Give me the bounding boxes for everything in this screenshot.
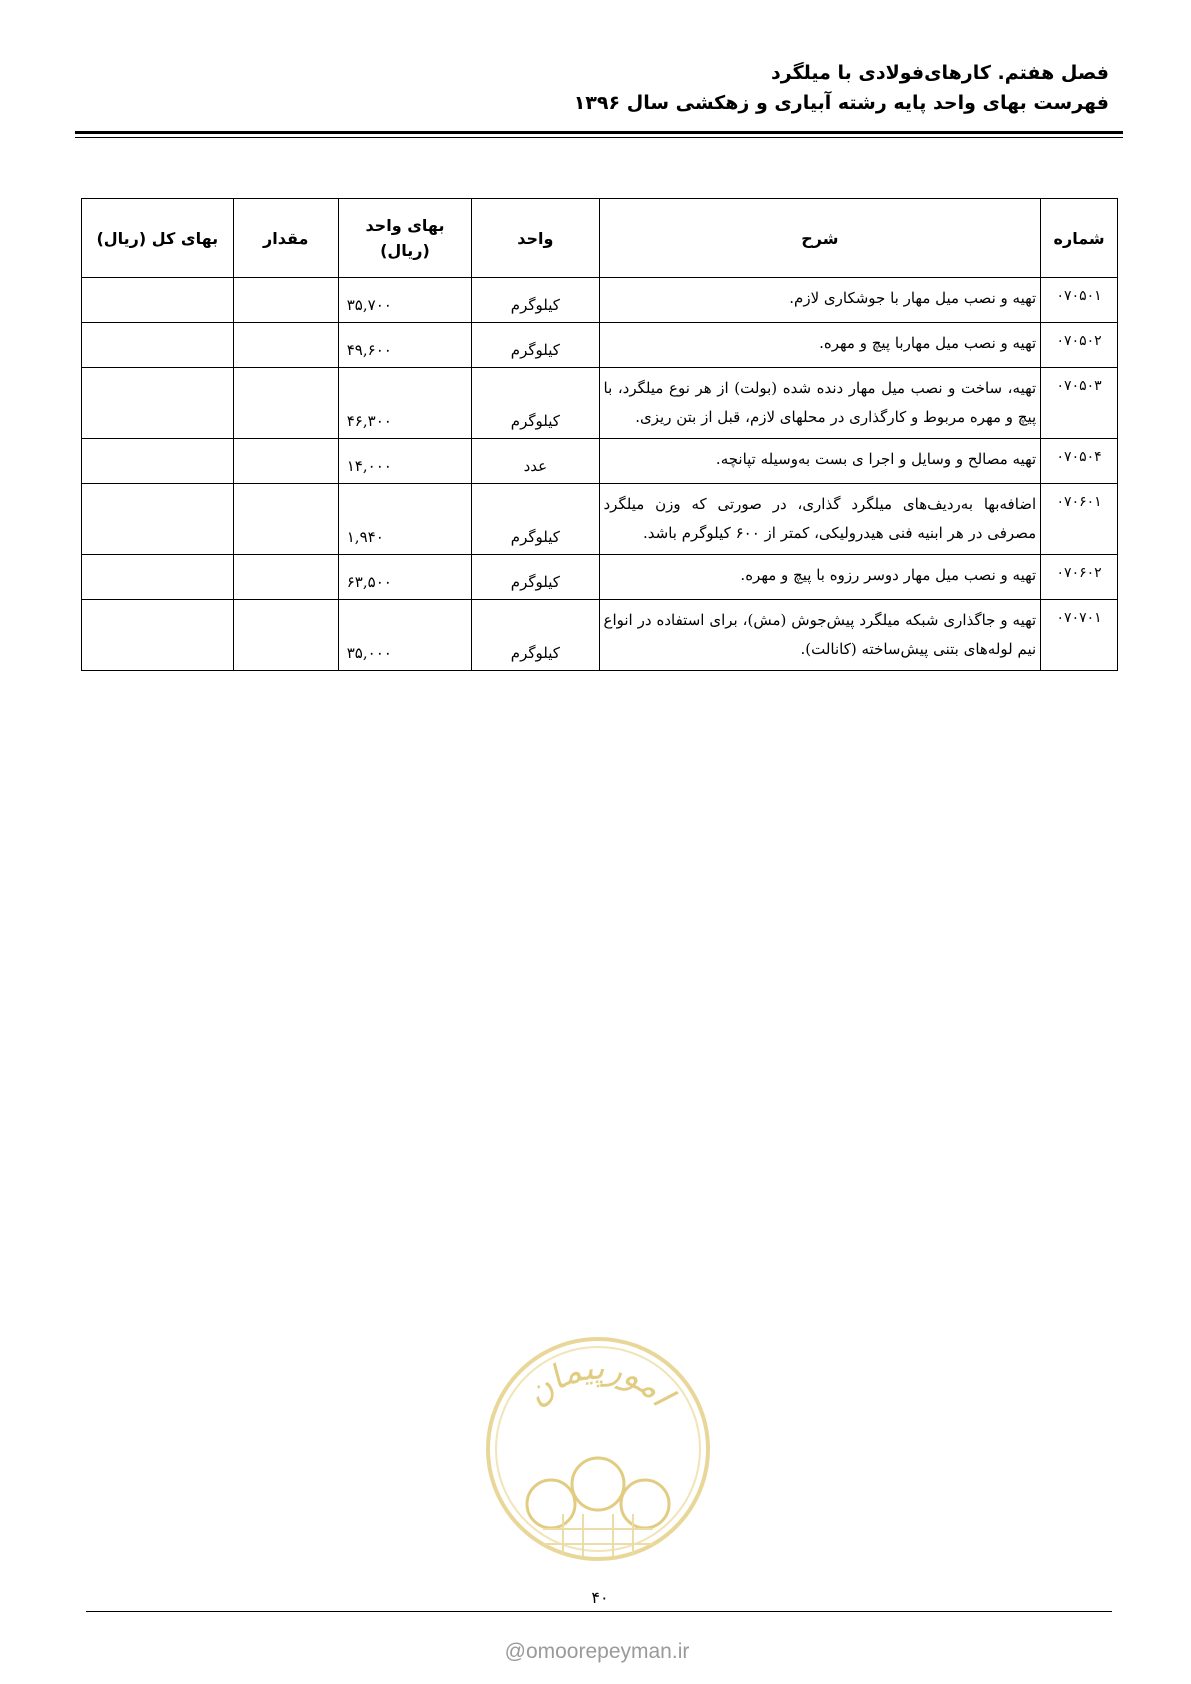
row-quantity bbox=[233, 600, 338, 671]
row-unit-price: ۴۹,۶۰۰ bbox=[338, 323, 471, 368]
row-unit-price: ۶۳,۵۰۰ bbox=[338, 555, 471, 600]
row-unit: کیلوگرم bbox=[472, 323, 599, 368]
row-quantity bbox=[233, 323, 338, 368]
chapter-title: فصل هفتم. کارهای‌فولادی با میلگرد bbox=[771, 62, 1109, 84]
document-subtitle: فهرست بهای واحد پایه رشته آبیاری و زهکشی سال ۱۳۹۶ bbox=[573, 92, 1109, 114]
col-header-unit: واحد bbox=[472, 199, 599, 278]
row-code: ۰۷۰۷۰۱ bbox=[1041, 600, 1118, 671]
header-rule-thick bbox=[75, 131, 1123, 134]
row-unit: کیلوگرم bbox=[472, 278, 599, 323]
footer-rule bbox=[86, 1611, 1112, 1612]
table-row bbox=[82, 555, 1118, 600]
seal-logo-text: امورپیمان bbox=[517, 1347, 681, 1414]
row-code: ۰۷۰۶۰۱ bbox=[1041, 484, 1118, 555]
row-total bbox=[82, 600, 234, 671]
row-unit: کیلوگرم bbox=[472, 555, 599, 600]
table-row bbox=[82, 278, 1118, 323]
table-row bbox=[82, 323, 1118, 368]
table-row bbox=[82, 368, 1118, 439]
price-table bbox=[81, 198, 1118, 671]
row-unit-price: ۴۶,۳۰۰ bbox=[338, 368, 471, 439]
gear-icon bbox=[527, 1458, 669, 1528]
row-description: تهیه مصالح و وسایل و اجرا ی بست به‌وسیله تپانچه. bbox=[599, 439, 1041, 484]
watermark-handle: @omoorepeyman.ir bbox=[504, 1640, 690, 1663]
page-number: ۴۰ bbox=[575, 1588, 625, 1607]
row-unit: کیلوگرم bbox=[472, 484, 599, 555]
unit-price-currency: (ریال) bbox=[380, 241, 430, 260]
row-quantity bbox=[233, 439, 338, 484]
col-header-quantity: مقدار bbox=[233, 199, 338, 278]
row-code: ۰۷۰۵۰۱ bbox=[1041, 278, 1118, 323]
table-row bbox=[82, 439, 1118, 484]
row-code: ۰۷۰۵۰۳ bbox=[1041, 368, 1118, 439]
row-code: ۰۷۰۵۰۲ bbox=[1041, 323, 1118, 368]
col-header-total: بهای کل (ریال) bbox=[82, 199, 234, 278]
row-description: تهیه، ساخت و نصب میل مهار دنده شده (بولت) از هر نوع میلگرد، با پیچ و مهره مربوط و کارگذاری در محلهای لازم، قبل از بتن ریزی. bbox=[599, 368, 1041, 439]
row-description: تهیه و نصب میل مهار با جوشکاری لازم. bbox=[599, 278, 1041, 323]
row-unit-price: ۳۵,۷۰۰ bbox=[338, 278, 471, 323]
row-total bbox=[82, 368, 234, 439]
row-unit-price: ۱,۹۴۰ bbox=[338, 484, 471, 555]
row-unit: کیلوگرم bbox=[472, 600, 599, 671]
seal-grid bbox=[543, 1514, 653, 1556]
row-quantity bbox=[233, 278, 338, 323]
row-description: تهیه و نصب میل مهاربا پیچ و مهره. bbox=[599, 323, 1041, 368]
row-quantity bbox=[233, 368, 338, 439]
row-description: تهیه و جاگذاری شبکه میلگرد پیش‌جوش (مش)، برای استفاده در انواع نیم لوله‌های بتنی پیش‌ساخته (کانالت). bbox=[599, 600, 1041, 671]
col-header-code: شماره bbox=[1041, 199, 1118, 278]
table-row bbox=[82, 600, 1118, 671]
table-header-row bbox=[82, 199, 1118, 278]
table-row bbox=[82, 484, 1118, 555]
row-unit: کیلوگرم bbox=[472, 368, 599, 439]
row-total bbox=[82, 555, 234, 600]
row-total bbox=[82, 278, 234, 323]
row-total bbox=[82, 484, 234, 555]
col-header-unit-price bbox=[338, 199, 471, 278]
row-unit-price: ۱۴,۰۰۰ bbox=[338, 439, 471, 484]
row-total bbox=[82, 439, 234, 484]
page-header bbox=[69, 58, 1109, 118]
row-description: تهیه و نصب میل مهار دوسر رزوه با پیچ و مهره. bbox=[599, 555, 1041, 600]
row-unit-price: ۳۵,۰۰۰ bbox=[338, 600, 471, 671]
header-rule-thin bbox=[75, 137, 1123, 138]
row-quantity bbox=[233, 484, 338, 555]
row-code: ۰۷۰۶۰۲ bbox=[1041, 555, 1118, 600]
row-total bbox=[82, 323, 234, 368]
row-code: ۰۷۰۵۰۴ bbox=[1041, 439, 1118, 484]
row-description: اضافه‌بها به‌ردیف‌های میلگرد گذاری، در صورتی که وزن میلگرد مصرفی در هر ابنیه فنی هیدرولیکی، کمتر از ۶۰۰ کیلوگرم باشد. bbox=[599, 484, 1041, 555]
col-header-description: شرح bbox=[599, 199, 1041, 278]
row-quantity bbox=[233, 555, 338, 600]
omoore-peyman-seal bbox=[483, 1334, 713, 1564]
row-unit: عدد bbox=[472, 439, 599, 484]
unit-price-label: بهای واحد bbox=[365, 216, 445, 235]
